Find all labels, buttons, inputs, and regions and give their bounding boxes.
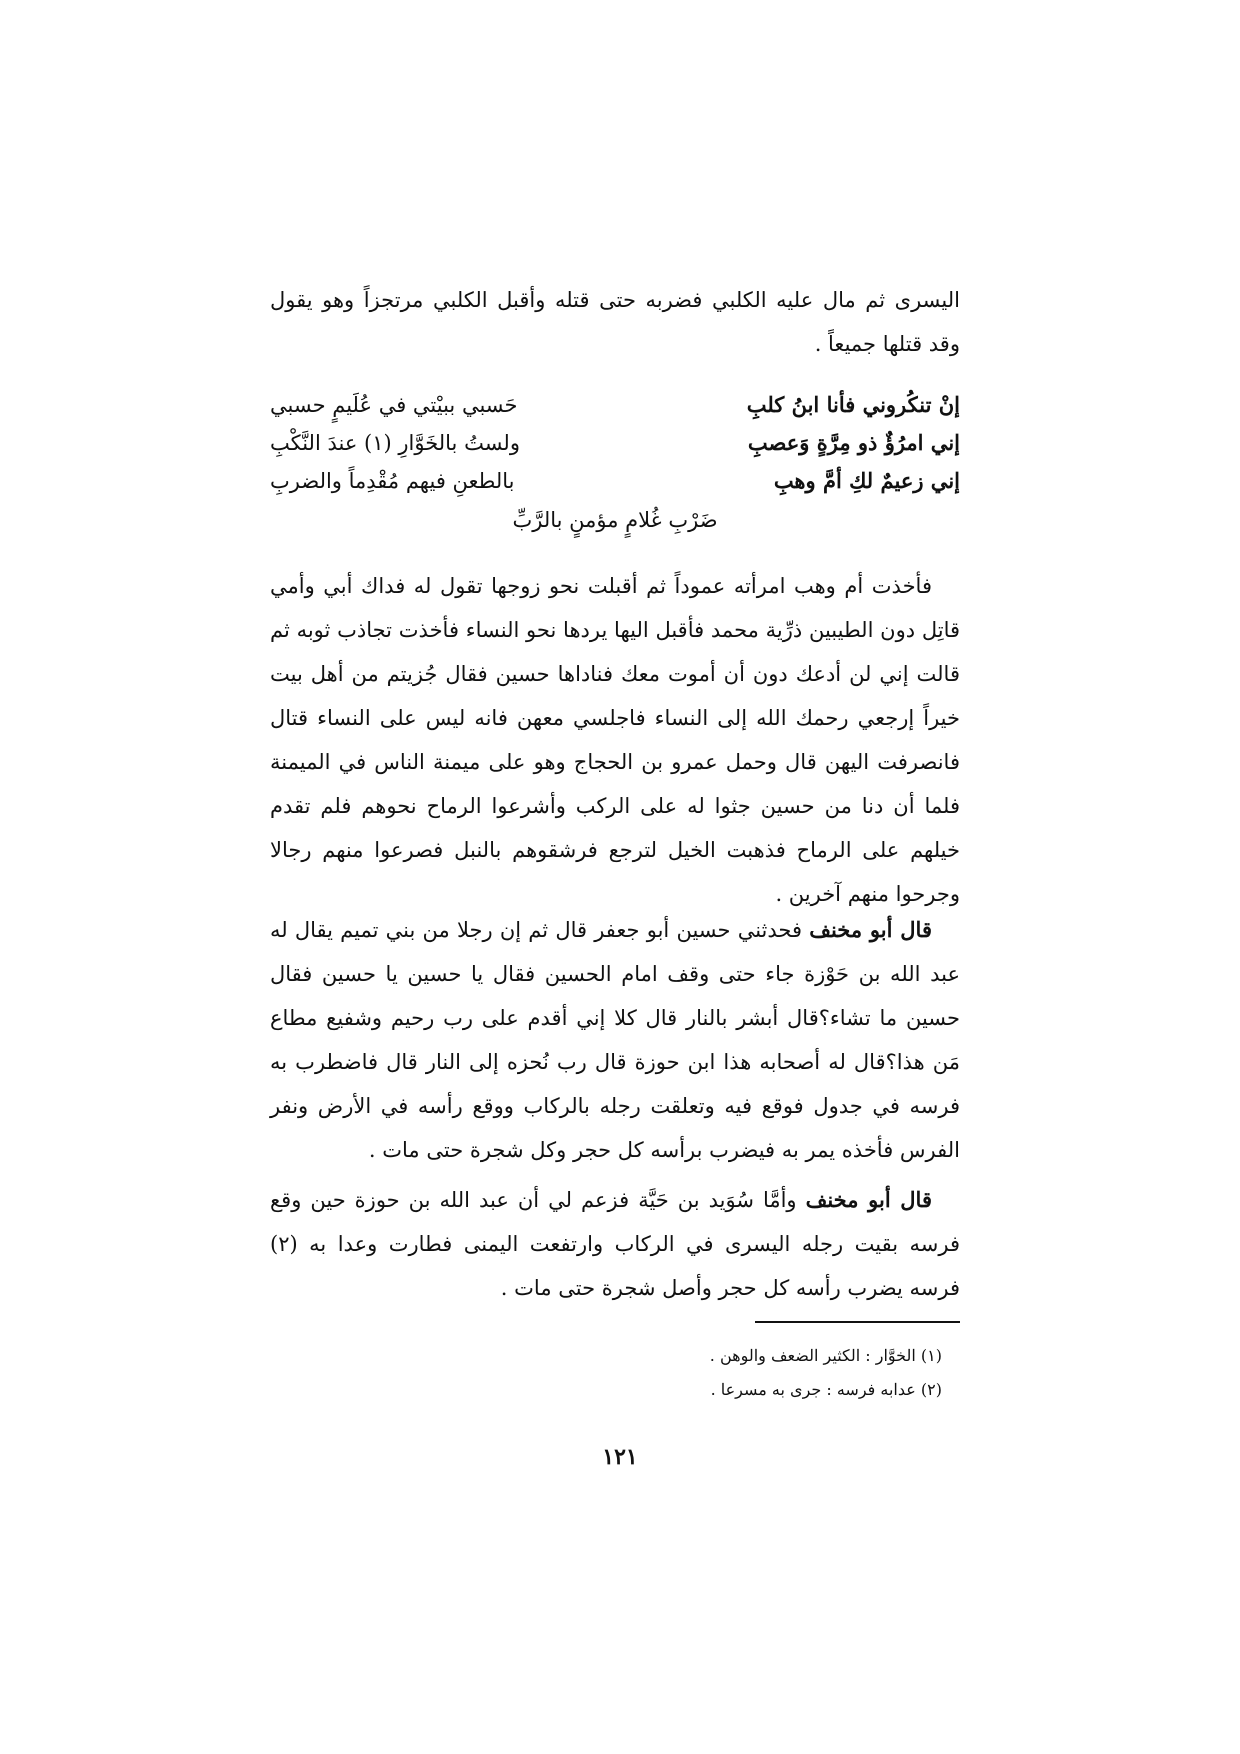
poem-line-2-second-hemistich: ولستُ بالخَوَّارِ (١) عندَ النَّكْبِ (270, 431, 520, 455)
paragraph-block-2 (270, 908, 960, 1172)
paragraph-1-text: فأخذت أم وهب امرأته عموداً ثم أقبلت نحو زوجها تقول له فداك أبي وأمي قاتِل دون الطيبين ذرِّية محمد فأقبل اليها يردها نحو النساء فأخذت تجاذب ثوبه ثم قالت إني لن أدعك دون أن أموت معك فناداها حسين فقال جُزيتم من أهل بيت خيراً إرجعي رحمك الله إلى النساء فاجلسي معهن فانه ليس على النساء قتال فانصرفت اليهن قال وحمل عمرو بن الحجاج وهو على ميمنة الناس في الميمنة فلما أن دنا من حسين جثوا له على الركب وأشرعوا الرماح نحوهم فلم تقدم خيلهم على الرماح فذهبت الخيل لترجع فرشقوهم بالنبل فصرعوا منهم رجالا وجرحوا منهم آخرين . (270, 574, 960, 906)
footnotes-block (270, 1339, 960, 1407)
paragraph-2-text: فحدثني حسين أبو جعفر قال ثم إن رجلا من بني تميم يقال له عبد الله بن حَوْزة جاء حتى وقف امام الحسين فقال يا حسين يا حسين فقال حسين ما تشاء؟قال أبشر بالنار قال كلا إني أقدم على رب رحيم وشفيع مطاع مَن هذا؟قال له أصحابه هذا ابن حوزة قال رب نُحزه إلى النار قال فاضطرب به فرسه في جدول فوقع فيه وتعلقت رجله بالركاب ووقع رأسه في الأرض ونفر الفرس فأخذه يمر به فيضرب برأسه كل حجر وكل شجرة حتى مات . (270, 918, 960, 1162)
paragraph-3-text: وأمَّا سُوَيد بن حَيَّة فزعم لي أن عبد الله بن حوزة حين وقع فرسه بقيت رجله اليسرى في الركاب وارتفعت اليمنى فطارت وعدا به (٢) فرسه يضرب رأسه كل حجر وأصل شجرة حتى مات . (270, 1188, 960, 1300)
footnote-1: (١) الخوَّار : الكثير الضعف والوهن . (709, 1346, 942, 1365)
poem-tail-line: ضَرْبِ غُلامٍ مؤمنٍ بالرَّبِّ (512, 508, 718, 532)
paragraph-block-1 (270, 564, 960, 916)
footnote-separator-rule (755, 1321, 960, 1323)
body-paragraph-1 (270, 564, 960, 916)
poem-line-1-second-hemistich: حَسبي ببيْتي في عُلَيمٍ حسبي (270, 393, 518, 417)
body-paragraph-2 (270, 908, 960, 1172)
poem-line-3-second-hemistich: بالطعنِ فيهم مُقْدِماً والضربِ (270, 469, 515, 493)
footnote-2: (٢) عدابه فرسه : جرى به مسرعا . (710, 1380, 942, 1399)
paragraph-block-3 (270, 1178, 960, 1310)
poem-block (270, 386, 960, 540)
body-paragraph-3 (270, 1178, 960, 1310)
page-number: ١٢١ (602, 1444, 638, 1470)
paragraph-3-lead: قال أبو مخنف (805, 1187, 932, 1212)
intro-paragraph: اليسرى ثم مال عليه الكلبي فضربه حتى قتله وأقبل الكلبي مرتجزاً وهو يقول وقد قتلها جميعاً . (270, 288, 960, 356)
paragraph-2-lead: قال أبو مخنف (809, 917, 932, 942)
intro-paragraph-block (270, 278, 960, 366)
poem-line-2-first-hemistich: إني امرُؤٌ ذو مِرَّةٍ وَعصبِ (747, 430, 960, 455)
poem-line-2 (270, 424, 960, 462)
poem-line-1-first-hemistich: إنْ تنكُروني فأنا ابنُ كلبِ (746, 392, 960, 417)
poem-line-3-first-hemistich: إني زعيمٌ لكِ أمَّ وهبِ (773, 468, 960, 493)
poem-line-1 (270, 386, 960, 424)
poem-line-3 (270, 462, 960, 500)
